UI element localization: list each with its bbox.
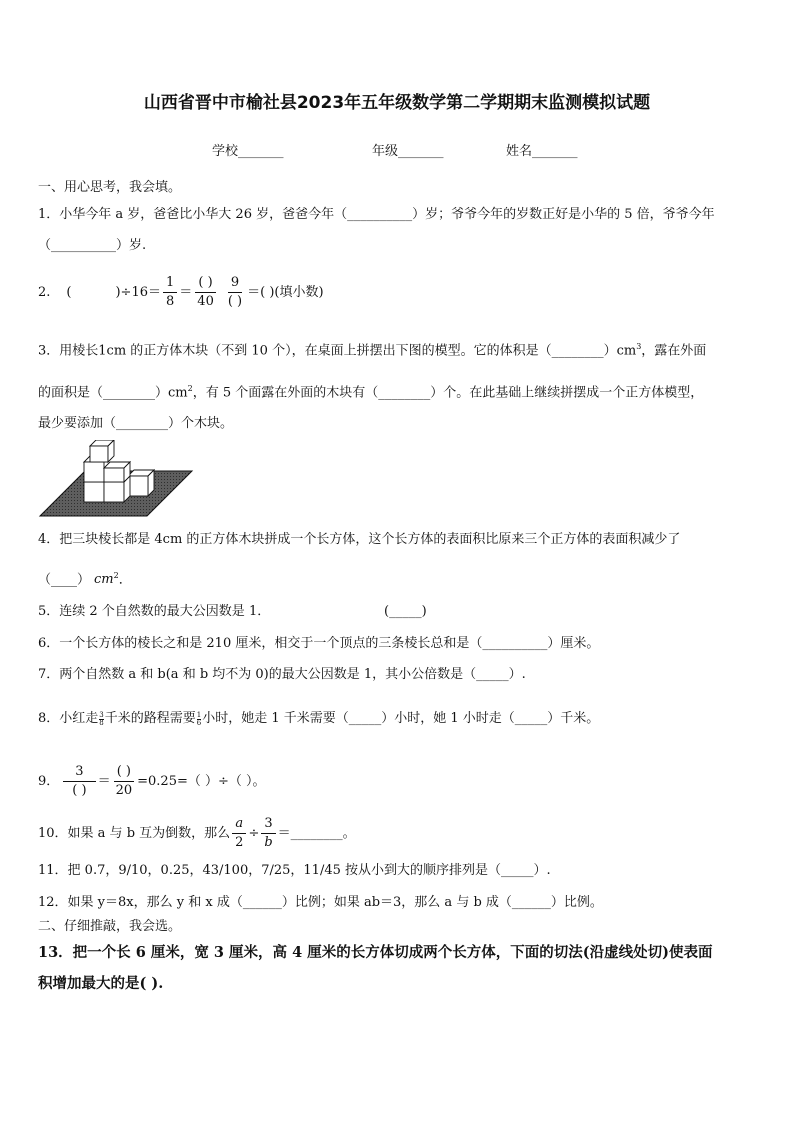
q9-line [38,763,266,800]
fraction-numerator: a [232,815,246,834]
q4-tail: ． [118,572,132,588]
q8-text-b: 千米的路程需要 [104,711,196,726]
q11-line: 11．把 0.7，9/10，0.25，43/100，7/25，11/45 按从小到大的顺序排列是（_____）. [38,863,551,878]
q1-line2: （__________）岁. [38,238,147,253]
q5-line [38,603,270,621]
q10-div-sign: ÷ [248,825,260,841]
q9-number: 9． [38,773,60,789]
fraction-numerator: 1 [163,274,177,293]
q5-blank: (_____) [384,604,427,619]
cube-front [104,482,124,502]
q4-line1: 4．把三块棱长都是 4cm 的正方体木块拼成一个长方体，这个长方体的表面积比原来三个正方体的表面积减少了 [38,532,681,547]
fraction-numerator: 3 [99,710,104,719]
q2-fraction-3 [225,274,245,311]
cube-front [84,482,104,502]
q10-text: 10．如果 a 与 b 互为倒数，那么 [38,825,231,841]
grade-field: 年级_______ [372,144,444,159]
q10-tail: ＝________。 [277,825,356,841]
q8-text-a: 8．小红走 [38,711,99,726]
q9-tail: =0.25=（ ）÷（ ）。 [137,773,266,789]
cube-model-figure [38,440,194,518]
q2-tail: ＝( )(填小数) [247,284,324,300]
q3-line3: 最少要添加（________）个木块。 [38,416,234,431]
q2-fraction-2 [194,274,217,311]
q8-line [38,710,599,728]
fraction-denominator: 6 [196,718,202,727]
fraction-numerator: ( ) [195,274,215,293]
q4-line2 [38,567,132,589]
q3-line2-text: 的面积是（________）cm [38,385,188,401]
q9-fraction-2 [113,763,136,800]
fraction-denominator: ( ) [72,783,87,798]
name-field: 姓名_______ [506,144,578,159]
cube-front [90,446,108,462]
q13-line1: 13．把一个长 6 厘米，宽 3 厘米，高 4 厘米的长方体切成两个长方体，下面的切法(沿虚线处切)使表面 [38,944,713,961]
fraction-numerator: 3 [261,815,275,834]
fraction-denominator: 8 [99,718,104,727]
fraction-numerator: ( ) [114,763,134,782]
section-1-heading: 一、用心思考，我会填。 [38,180,182,195]
fraction-numerator: 3 [63,763,95,782]
q3-line2-tail: ，有 5 个面露在外面的木块有（________）个。在此基础上继续拼摆成一个正方体模型， [192,385,704,401]
q6-line: 6．一个长方体的棱长之和是 210 厘米，相交于一个顶点的三条棱长总和是（__________）厘米。 [38,636,600,651]
section-2-heading: 二、仔细推敲，我会选。 [38,919,182,934]
q8-fraction-2 [197,712,201,727]
q4-unit: cm [94,572,114,588]
q4-exponent: 2 [113,571,119,580]
q4-blank: （____） [38,572,91,588]
cube-front [104,468,124,482]
q2-open-paren: ( [66,284,72,300]
cube-front [128,476,148,496]
fraction-denominator: ( ) [227,294,243,309]
fraction-denominator: 40 [197,294,214,309]
q10-fraction-1 [232,815,246,852]
q2-fraction-1 [163,274,177,311]
q8-fraction-1 [99,712,103,727]
school-field: 学校_______ [212,144,284,159]
q5-text: 5．连续 2 个自然数的最大公因数是 1． [38,604,271,619]
cube-front [84,462,104,482]
cube-stack [84,440,154,502]
q8-text-c: 小时，她走 1 千米需要（_____）小时，她 1 小时走（_____）千米。 [202,711,600,726]
q7-line: 7．两个自然数 a 和 b(a 和 b 均不为 0)的最大公因数是 1，其小公倍数是（_____）. [38,667,526,682]
q10-fraction-2 [261,815,275,852]
q2-line [38,274,324,311]
fraction-denominator: b [264,835,273,850]
q13-line2: 积增加最大的是( ). [38,975,164,992]
q3-cube-exponent: 3 [636,342,642,351]
q3-line1-tail: ，露在外面 [641,343,707,359]
fraction-numerator: 1 [196,710,202,719]
fraction-denominator: 8 [166,294,175,309]
fraction-numerator: 9 [228,274,242,293]
q3-line2 [38,380,703,402]
q2-div-text: )÷16＝ [115,284,161,300]
fraction-denominator: 20 [115,783,133,798]
q10-line [38,815,356,852]
q3-line1-text: 3．用棱长1cm 的正方体木块（不到 10 个），在桌面上拼摆出下图的模型。它的体积是（________）cm [38,343,637,359]
q9-fraction-1 [63,763,95,800]
q2-number: 2. [38,284,51,300]
q12-line: 12．如果 y＝8x，那么 y 和 x 成（______）比例；如果 ab＝3，那么 a 与 b 成（______）比例。 [38,895,603,910]
q1-line1: 1．小华今年 a 岁，爸爸比小华大 26 岁，爸爸今年（__________）岁；爷爷今年的岁数正好是小华的 5 倍，爷爷今年 [38,207,715,222]
q2-equals: ＝ [179,284,193,300]
q3-line1 [38,338,706,360]
q9-equals: ＝ [97,773,111,789]
fraction-denominator: 2 [235,835,244,850]
q3-square-exponent: 2 [187,384,193,393]
page-title: 山西省晋中市榆社县2023年五年级数学第二学期期末监测模拟试题 [143,93,651,113]
